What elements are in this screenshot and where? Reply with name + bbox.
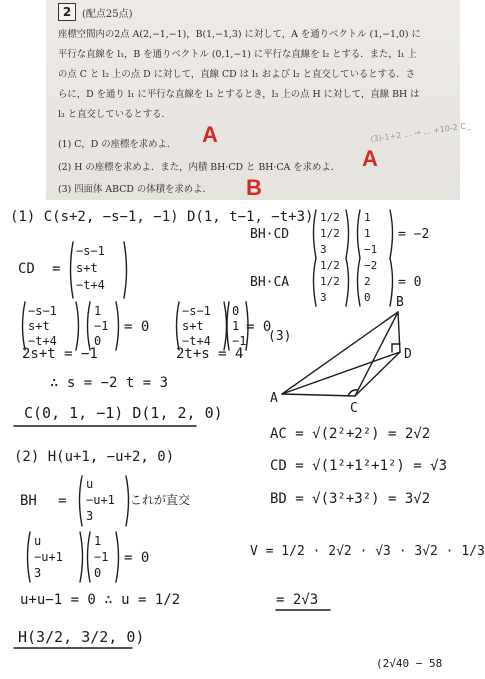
p3-volume: V = 1/2 · 2√2 · √3 · 3√2 · 1/3 [250, 544, 485, 559]
dot1-bh-2: 3 [320, 243, 327, 256]
dot1-cd-2: −1 [364, 243, 378, 256]
p1-eq1: 2s+t = −1 [22, 346, 98, 362]
p1-dot2-right-1: 1 [232, 319, 240, 333]
scratch-note: (2√40 − 58 [376, 657, 443, 670]
p2-bh-vec-1: −u+1 [86, 493, 115, 507]
dot2-ca-0: −2 [364, 259, 378, 272]
p3-label: (3) [268, 329, 292, 344]
p2-heading: (2) H(u+1, −u+2, 0) [14, 449, 175, 465]
dot2-ca-1: 2 [364, 275, 371, 288]
bracket-left [177, 302, 180, 350]
bracket-left [88, 532, 91, 582]
edge-bd [398, 312, 400, 352]
p1-dot2-right-2: −1 [232, 334, 247, 348]
p1-cd-vec-2: −t+4 [76, 278, 105, 292]
p1-dot1-right-2: 0 [94, 334, 102, 348]
p2-bh-vec-0: u [86, 477, 94, 491]
p1-dot1-eq: = 0 [124, 319, 150, 335]
dot1-cd-1: 1 [364, 227, 371, 240]
bracket-left [23, 302, 26, 350]
p3-bd: BD = √(3²+3²) = 3√2 [270, 491, 431, 507]
p2-dot-left-2: 3 [34, 566, 42, 580]
p1-therefore: ∴ s = −2 t = 3 [50, 375, 169, 391]
edge-cd [355, 352, 400, 396]
point-a-label: A [270, 391, 278, 406]
bracket-right [346, 258, 349, 306]
bracket-left [314, 210, 317, 258]
dot1-cd-0: 1 [364, 211, 371, 224]
grade-mark-2: A [362, 146, 378, 171]
p2-eq: u+u−1 = 0 ∴ u = 1/2 [20, 592, 181, 608]
p2-dot-right-2: 0 [94, 566, 102, 580]
bracket-right [126, 476, 129, 526]
equals-sign: = [58, 493, 67, 509]
bracket-left [80, 476, 83, 526]
p1-dot1-right-0: 1 [94, 304, 102, 318]
bracket-right [124, 242, 127, 298]
dot1-bh-1: 1/2 [320, 227, 340, 240]
p1-cd-label: CD [18, 261, 35, 277]
subquestion-1: (1) C，D の座標を求めよ． [58, 139, 177, 150]
p2-dot-right-1: −1 [94, 550, 109, 564]
p1-dot1-left-1: s+t [28, 319, 50, 333]
grade-mark-1: A [202, 122, 218, 147]
bracket-left [88, 302, 91, 350]
p1-dot2-eq: = 0 [246, 319, 272, 335]
problem-line-1: 座標空間内の2点 A(2,−1,−1)，B(1,−1,3) に対して，A を通りベクトル (1,−1,0) に [58, 29, 421, 40]
bracket-right [80, 532, 83, 582]
p1-dot2-left-1: s+t [182, 319, 204, 333]
bracket-left [358, 210, 361, 258]
bracket-left [71, 242, 74, 298]
p3-volume-result: = 2√3 [276, 592, 319, 608]
dot2-bh-2: 3 [320, 291, 327, 304]
edge-cb [355, 312, 398, 396]
dot2-result: = 0 [398, 275, 422, 290]
edge-ac [282, 394, 355, 396]
bracket-left [227, 302, 229, 350]
grade-mark-3: B [246, 175, 262, 200]
point-c-label: C [350, 401, 358, 416]
p1-heading: (1) C(s+2, −s−1, −1) D(1, t−1, −t+3) [10, 209, 314, 225]
problem-line-4: らに，D を通り l₁ に平行な直線を l₃ とするとき，l₃ 上の点 H に対して，直線 BH は [58, 89, 420, 100]
problem-number: 2 [58, 3, 76, 21]
equals-sign: = [52, 261, 61, 277]
problem-line-5: l₃ と直交しているとする． [58, 109, 171, 120]
point-d-label: D [404, 347, 412, 362]
p1-dot2-left-0: −s−1 [182, 304, 211, 318]
bracket-right [390, 210, 393, 258]
p3-ac: AC = √(2²+2²) = 2√2 [270, 426, 431, 442]
problem-score: (配点25点) [82, 9, 133, 20]
p2-dot-eq: = 0 [124, 550, 150, 566]
edge-ad [282, 352, 400, 394]
subquestion-2: (2) H の座標を求めよ．また，内積 BH·CD と BH·CA を求めよ． [58, 162, 341, 173]
dot2-bh-0: 1/2 [320, 259, 340, 272]
p2-answer: H(3/2, 3/2, 0) [18, 628, 145, 646]
dot1-result: = −2 [398, 227, 430, 242]
edge-ab [282, 312, 398, 394]
p1-dot1-left-2: −t+4 [28, 334, 57, 348]
bracket-right [390, 258, 393, 306]
dot1-bh-0: 1/2 [320, 211, 340, 224]
bracket-left [28, 532, 31, 582]
p1-dot1-right-1: −1 [94, 319, 109, 333]
pencil-note: (3)-1+2 ... → ... +10-2 C_ [369, 121, 471, 144]
right-angle-mark [392, 344, 400, 352]
p2-bh-vec-2: 3 [86, 509, 94, 523]
p1-answer: C(0, 1, −1) D(1, 2, 0) [24, 404, 223, 422]
dot-label-2: BH·CA [250, 275, 290, 290]
problem-line-3: の点 C と l₂ 上の点 D に対して，直線 CD は l₁ および l₂ と直交しているとする．さ [58, 69, 416, 80]
p1-dot1-left-0: −s−1 [28, 304, 57, 318]
p1-dot2-right-0: 0 [232, 304, 240, 318]
subquestion-3: (3) 四面体 ABCD の体積を求めよ． [58, 184, 212, 195]
p2-note: これが直交 [130, 493, 191, 507]
bracket-right [116, 302, 119, 350]
problem-line-2: 平行な直線を l₁，B を通りベクトル (0,1,−1) に平行な直線を l₂ とする．また，l₁ 上 [58, 49, 417, 60]
p2-dot-right-0: 1 [94, 534, 102, 548]
bracket-left [314, 258, 317, 306]
p1-dot2-left-2: −t+4 [182, 334, 211, 348]
p3-cd: CD = √(1²+1²+1²) = √3 [270, 458, 448, 474]
bracket-right [224, 302, 227, 350]
dot2-ca-2: 0 [364, 291, 371, 304]
p2-dot-left-1: −u+1 [34, 550, 63, 564]
p2-bh-label: BH [20, 493, 37, 509]
bracket-left [358, 258, 361, 306]
p2-dot-left-0: u [34, 534, 42, 548]
p1-cd-vec-0: −s−1 [76, 244, 105, 258]
bracket-right [116, 532, 119, 582]
bracket-right [346, 210, 349, 258]
p1-cd-vec-1: s+t [76, 261, 98, 275]
dot-label-1: BH·CD [250, 227, 290, 242]
p1-eq2: 2t+s = 4 [176, 346, 244, 362]
point-b-label: B [396, 295, 404, 310]
bracket-right [246, 302, 248, 350]
dot2-bh-1: 1/2 [320, 275, 340, 288]
bracket-right [76, 302, 79, 350]
